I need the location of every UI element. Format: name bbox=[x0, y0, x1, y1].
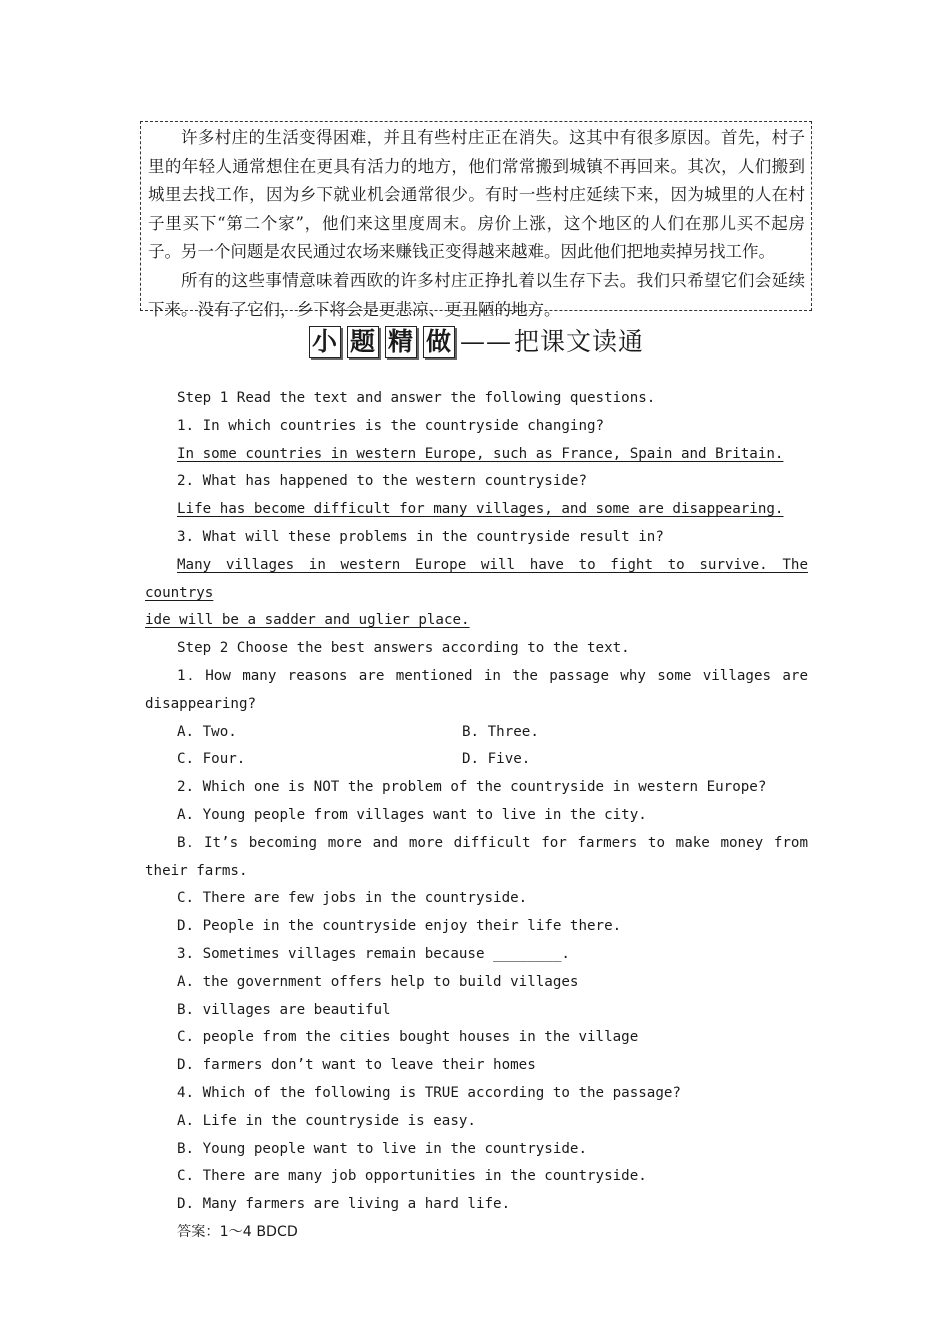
q1-option-b: B. Three. bbox=[462, 723, 539, 740]
q1-option-a: A. Two. bbox=[177, 723, 237, 740]
q2-option-a: A. Young people from villages want to live in the city. bbox=[177, 806, 647, 823]
q3-option-d: D. farmers don’t want to leave their homes bbox=[177, 1057, 536, 1074]
answer-text: In some countries in western Europe, such as France, Spain and Britain. bbox=[177, 445, 784, 462]
q3-option-c: C. people from the cities bought houses in the village bbox=[177, 1029, 639, 1046]
q2-option-c: C. There are few jobs in the countryside. bbox=[177, 890, 528, 907]
q1-option-d: D. Five. bbox=[462, 751, 531, 768]
heading-char-2: 题 bbox=[347, 326, 379, 358]
q2-option-d: D. People in the countryside enjoy their life there. bbox=[177, 918, 622, 935]
translation-box bbox=[140, 121, 812, 319]
q2-option-b: B．It’s becoming more and more difficult for farmers to make money from their farms. bbox=[145, 834, 808, 879]
q1-options-row-2 bbox=[145, 746, 808, 774]
step1-answer-2 bbox=[145, 496, 808, 524]
step1-question-3: 3. What will these problems in the countryside result in? bbox=[177, 528, 664, 545]
q3-option-a: A. the government offers help to build villages bbox=[177, 973, 579, 990]
step2-question-2: 2. Which one is NOT the problem of the countryside in western Europe? bbox=[177, 779, 767, 796]
step2-question-4: 4. Which of the following is TRUE according to the passage? bbox=[177, 1084, 681, 1101]
heading-subtitle: 把课文读通 bbox=[514, 327, 645, 356]
step1-title: Step 1 Read the text and answer the following questions. bbox=[177, 390, 656, 406]
answer-text: ide will be a sadder and uglier place. bbox=[145, 612, 470, 629]
answer-text: Many villages in western Europe will have to fight to survive. The countrys bbox=[145, 556, 808, 601]
q1-option-c: C. Four. bbox=[177, 751, 246, 768]
q4-option-d: D. Many farmers are living a hard life. bbox=[177, 1196, 511, 1213]
translation-paragraph-1: 许多村庄的生活变得困难，并且有些村庄正在消失。这其中有很多原因。首先，村子里的年轻人通常想住在更具有活力的地方，他们常常搬到城镇不再回来。其次，人们搬到城里去找工作，因为乡下就业机会通常很少。有时一些村庄延续下来，因为城里的人在村子里买下“第二个家”，他们来这里度周末。房价上涨，这个地区的人们在那儿买不起房子。另一个问题是农民通过农场来赚钱正变得越来越难。因此他们把地卖掉另找工作。 bbox=[148, 128, 805, 262]
section-heading bbox=[0, 324, 950, 360]
step1-answer-3-line1 bbox=[145, 552, 808, 608]
step1-question-1: 1. In which countries is the countryside changing? bbox=[177, 417, 605, 434]
step2-question-1: 1．How many reasons are mentioned in the passage why some villages are disappearing? bbox=[145, 667, 808, 712]
step2-title: Step 2 Choose the best answers according to the text. bbox=[177, 640, 630, 657]
heading-char-3: 精 bbox=[385, 326, 417, 358]
translation-paragraph-2: 所有的这些事情意味着西欧的许多村庄正挣扎着以生存下去。我们只希望它们会延续下来。没有了它们，乡下将会是更悲凉、更丑陋的地方。 bbox=[148, 270, 805, 319]
answer-key: 答案：1～4 BDCD bbox=[177, 1223, 298, 1240]
q3-option-b: B. villages are beautiful bbox=[177, 1001, 391, 1018]
heading-dash: —— bbox=[460, 327, 513, 356]
answer-text: Life has become difficult for many villages, and some are disappearing. bbox=[177, 501, 784, 518]
step1-question-2: 2. What has happened to the western countryside? bbox=[177, 473, 587, 490]
heading-char-4: 做 bbox=[423, 326, 455, 358]
step2-question-3: 3. Sometimes villages remain because ________. bbox=[177, 945, 570, 962]
heading-char-1: 小 bbox=[309, 326, 341, 358]
q4-option-b: B. Young people want to live in the countryside. bbox=[177, 1140, 587, 1157]
exercise-content bbox=[145, 385, 808, 1247]
q4-option-a: A. Life in the countryside is easy. bbox=[177, 1112, 476, 1129]
q4-option-c: C. There are many job opportunities in the countryside. bbox=[177, 1168, 647, 1185]
q1-options-row-1 bbox=[145, 719, 808, 747]
step1-answer-1 bbox=[145, 441, 808, 469]
step1-answer-3-line2 bbox=[145, 607, 808, 635]
